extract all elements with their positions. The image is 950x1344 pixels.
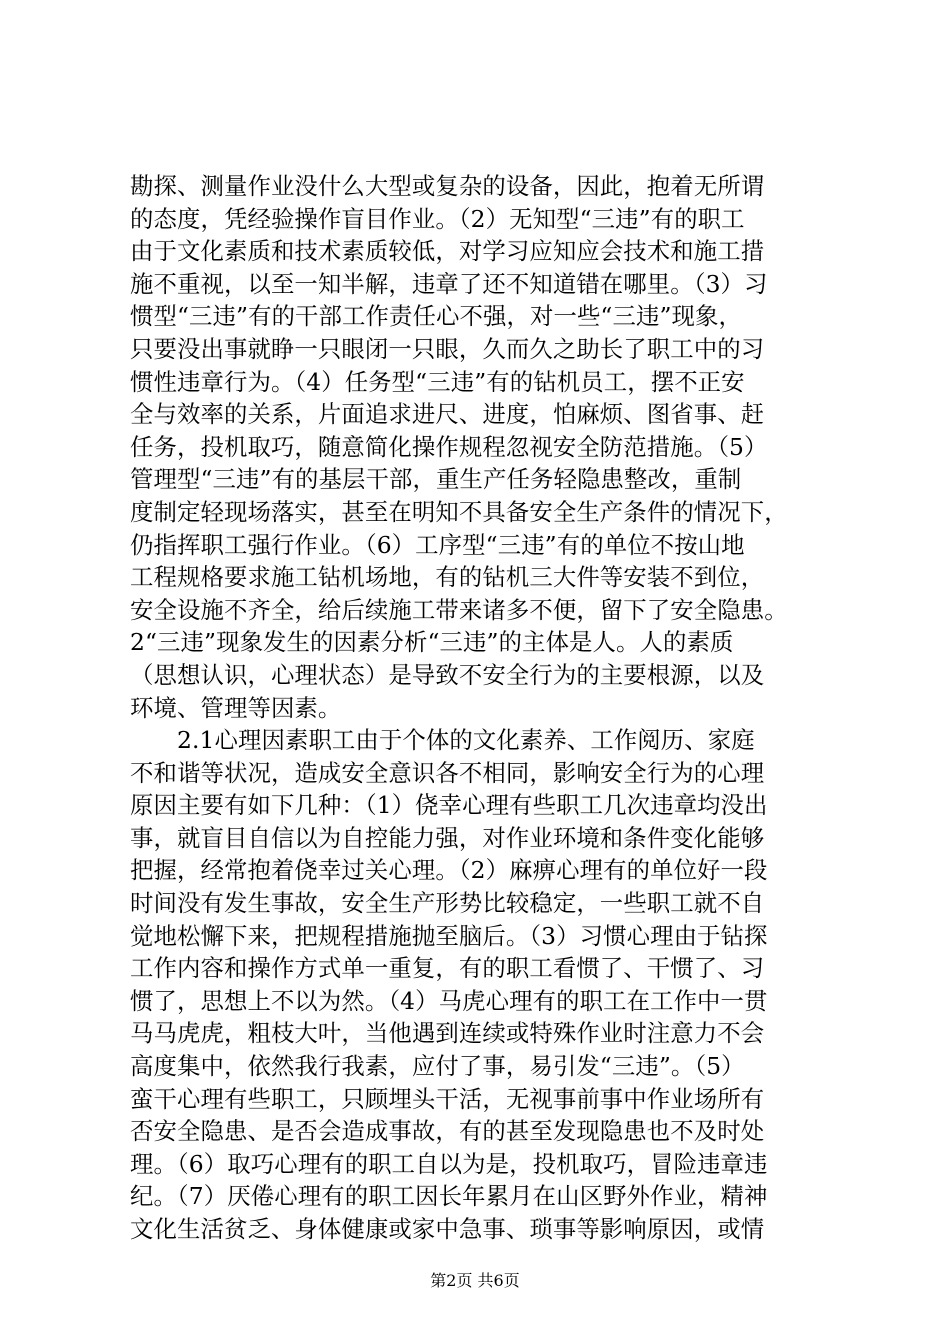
text-line: 惯性违章行为。（4）任务型“三违”有的钻机员工，摆不正安 <box>130 367 745 396</box>
text-line: 2.1心理因素职工由于个体的文化素养、工作阅历、家庭 <box>130 726 755 755</box>
text-line: 的态度，凭经验操作盲目作业。（2）无知型“三违”有的职工 <box>130 204 745 233</box>
text-line: 马马虎虎，粗枝大叶，当他遇到连续或特殊作业时注意力不会 <box>130 1019 765 1048</box>
text-line: （思想认识，心理状态）是导致不安全行为的主要根源，以及 <box>130 660 765 689</box>
text-line: 环境、管理等因素。 <box>130 693 342 722</box>
text-line: 文化生活贫乏、身体健康或家中急事、琐事等影响原因，或情 <box>130 1215 765 1243</box>
text-line: 觉地松懈下来，把规程措施抛至脑后。（3）习惯心理由于钻探 <box>130 921 768 950</box>
text-line: 管理型“三违”有的基层干部，重生产任务轻隐患整改，重制 <box>130 465 742 494</box>
text-line: 勘探、测量作业没什么大型或复杂的设备，因此，抱着无所谓 <box>130 172 765 200</box>
page-footer: 第2页 共6页 <box>430 1271 520 1290</box>
text-line: 纪。（7）厌倦心理有的职工因长年累月在山区野外作业，精神 <box>130 1182 768 1211</box>
text-line: 惯型“三违”有的干部工作责任心不强，对一些“三违”现象， <box>130 302 743 331</box>
text-line: 事，就盲目自信以为自控能力强，对作业环境和条件变化能够 <box>130 823 765 852</box>
text-line: 工作内容和操作方式单一重复，有的职工看惯了、干惯了、习 <box>130 954 765 983</box>
text-line: 理。（6）取巧心理有的职工自以为是，投机取巧，冒险违章违 <box>130 1149 768 1178</box>
text-line: 度制定轻现场落实，甚至在明知不具备安全生产条件的情况下， <box>130 497 788 526</box>
text-line: 蛮干心理有些职工，只顾埋头干活，无视事前事中作业场所有 <box>130 1084 765 1113</box>
text-line: 只要没出事就睁一只眼闭一只眼，久而久之助长了职工中的习 <box>130 334 765 363</box>
text-line: 原因主要有如下几种：（1）侥幸心理有些职工几次违章均没出 <box>130 791 768 820</box>
text-line: 不和谐等状况，造成安全意识各不相同，影响安全行为的心理 <box>130 758 765 787</box>
text-line: 惯了，思想上不以为然。（4）马虎心理有的职工在工作中一贯 <box>130 986 768 1015</box>
text-line: 安全设施不齐全，给后续施工带来诸多不便，留下了安全隐患。 <box>130 595 788 624</box>
text-line: 工程规格要求施工钻机场地，有的钻机三大件等安装不到位， <box>130 563 765 592</box>
text-line: 2“三违”现象发生的因素分析“三违”的主体是人。人的素质 <box>130 628 734 657</box>
text-line: 全与效率的关系，片面追求进尺、进度，怕麻烦、图省事、赶 <box>130 400 765 429</box>
text-line: 仍指挥职工强行作业。（6）工序型“三违”有的单位不按山地 <box>130 530 745 559</box>
body-text <box>130 170 830 1246</box>
text-line: 时间没有发生事故，安全生产形势比较稳定，一些职工就不自 <box>130 889 765 918</box>
text-line: 任务，投机取巧，随意简化操作规程忽视安全防范措施。（5） <box>130 432 768 461</box>
text-line: 施不重视，以至一知半解，违章了还不知道错在哪里。（3）习 <box>130 269 768 298</box>
text-line: 高度集中，依然我行我素，应付了事，易引发“三违”。（5） <box>130 1052 745 1081</box>
text-line: 由于文化素质和技术素质较低，对学习应知应会技术和施工措 <box>130 237 765 266</box>
text-line: 否安全隐患、是否会造成事故，有的甚至发现隐患也不及时处 <box>130 1117 765 1146</box>
text-line: 把握，经常抱着侥幸过关心理。（2）麻痹心理有的单位好一段 <box>130 856 768 885</box>
